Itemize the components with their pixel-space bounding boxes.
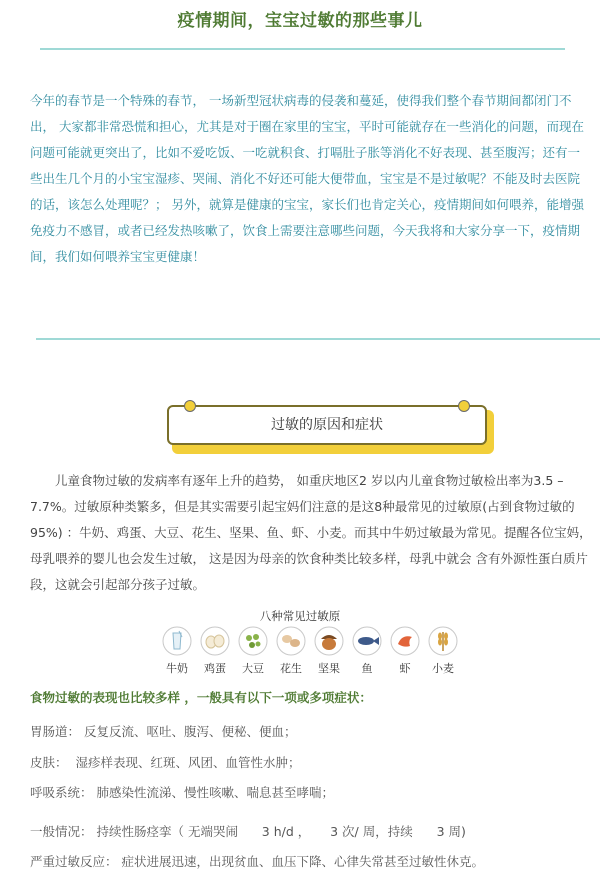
section-heading: 过敏的原因和症状 — [271, 417, 383, 433]
allergen-soybean — [236, 626, 270, 676]
section-heading-box — [167, 405, 487, 445]
allergen-egg — [198, 626, 232, 676]
allergen-label: 鸡蛋 — [204, 662, 226, 675]
allergen-fish — [350, 626, 384, 676]
allergen-label: 牛奶 — [166, 662, 188, 675]
allergen-label: 小麦 — [432, 662, 454, 675]
milk-icon — [162, 626, 192, 656]
soybean-icon — [238, 626, 268, 656]
allergen-label: 坚果 — [318, 662, 340, 675]
peanut-icon — [276, 626, 306, 656]
allergy-cause-paragraph: 儿童食物过敏的发病率有逐年上升的趋势， 如重庆地区2 岁以内儿童食物过敏检出率为3.5 – 7.7%。过敏原种类繁多，但是其实需要引起宝妈们注意的是这8种最常见的过敏原(占到食物过敏的95%) ：牛奶、鸡蛋、大豆、花生、坚果、鱼、虾、小麦。而其中牛奶过敏最为常见。提醒各位宝妈， 母乳喂养的婴儿也会发生过敏， 这是因为母亲的饮食种类比较多样，母乳中就会 含有外源性蛋白质片段，这就会引起部分孩子过敏。 — [30, 473, 592, 592]
allergen-label: 虾 — [399, 662, 411, 675]
symptom-skin: 皮肤： 湿疹样表现、红斑、风团、血管性水肿； — [30, 755, 301, 770]
allergen-nut — [312, 626, 346, 676]
divider-middle — [36, 338, 600, 340]
fish-icon — [352, 626, 382, 656]
symptom-severe: 严重过敏反应： 症状进展迅速，出现贫血、血压下降、心律失常甚至过敏性休克。 — [30, 854, 484, 869]
allergen-milk — [160, 626, 194, 676]
heading-pin-right — [458, 400, 470, 412]
page-title: 疫情期间，宝宝过敏的那些事儿 — [177, 11, 423, 31]
nut-icon — [314, 626, 344, 656]
allergen-wheat — [426, 626, 460, 676]
allergen-label: 鱼 — [361, 662, 373, 675]
allergen-peanut — [274, 626, 308, 676]
wheat-icon — [428, 626, 458, 656]
allergen-label: 花生 — [280, 662, 302, 675]
symptom-general: 一般情况： 持续性肠痉挛（ 无端哭闹 3 h/d ， 3 次/ 周，持续 3 周) — [30, 824, 466, 839]
allergen-shrimp — [388, 626, 422, 676]
allergen-list — [160, 626, 460, 680]
symptom-gastrointestinal: 胃肠道： 反复反流、呕吐、腹泻、便秘、便血； — [30, 724, 297, 739]
allergen-label: 大豆 — [242, 662, 264, 675]
heading-pin-left — [184, 400, 196, 412]
intro-paragraph: 今年的春节是一个特殊的春节， 一场新型冠状病毒的侵袭和蔓延，使得我们整个春节期间都闭门不出， 大家都非常恐慌和担心，尤其是对于圈在家里的宝宝，平时可能就存在一些消化的问题，而现在问题可能就更突出了，比如不爱吃饭、一吃就积食、打嗝肚子胀等消化不好表现、甚至腹泻；还有一些出生几个月的小宝宝湿疹、哭闹、消化不好还可能大便带血，宝宝是不是过敏呢？不能及时去医院的话，该怎么处理呢？； 另外，就算是健康的宝宝，家长们也肯定关心，疫情期间如何喂养，能增强免疫力不感冒，或者已经发热咳嗽了，饮食上需要注意哪些问题，今天我将和大家分享一下，疫情期间，我们如何喂养宝宝更健康！ — [30, 93, 584, 264]
egg-icon — [200, 626, 230, 656]
allergens-title: 八种常见过敏原 — [259, 609, 341, 623]
symptoms-heading: 食物过敏的表现也比较多样 ，一般具有以下一项或多项症状： — [30, 690, 372, 705]
symptom-respiratory: 呼吸系统： 肺感染性流涕、慢性咳嗽、喘息甚至哮喘； — [30, 785, 334, 800]
shrimp-icon — [390, 626, 420, 656]
divider-top — [40, 48, 565, 50]
